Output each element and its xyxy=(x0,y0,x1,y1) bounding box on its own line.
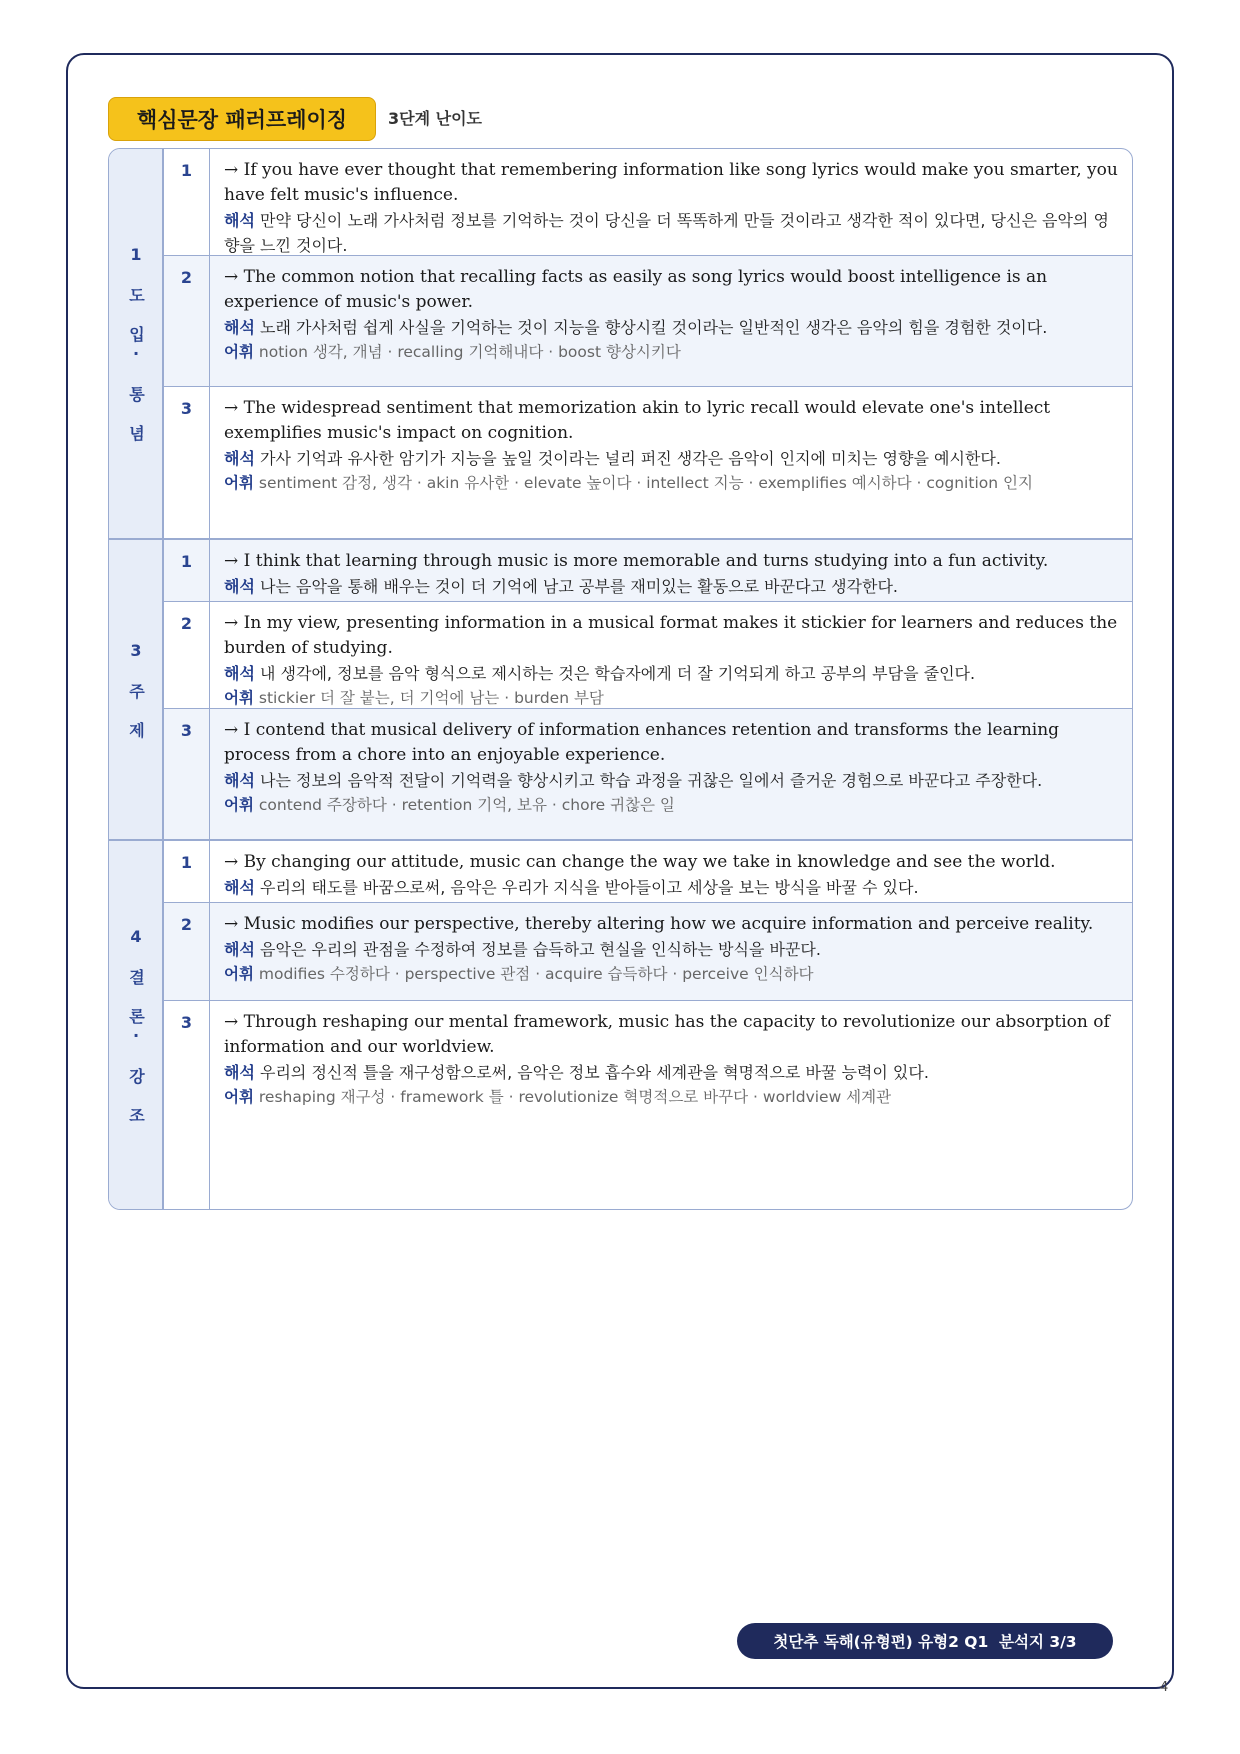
table-row xyxy=(164,903,1133,1001)
row-number: 2 xyxy=(164,256,210,386)
translation: 해석 가사 기억과 유사한 암기가 지능을 높일 것이라는 널리 퍼진 생각은 음악이 인지에 미치는 영향을 예시한다. xyxy=(224,449,1001,468)
row-number: 3 xyxy=(164,1001,210,1210)
row-number: 1 xyxy=(164,149,210,255)
row-number: 3 xyxy=(164,709,210,840)
table-row xyxy=(164,540,1133,602)
english-sentence: → By changing our attitude, music can change the way we take in knowledge and see the world. xyxy=(224,852,1056,872)
table-row xyxy=(164,709,1133,840)
translation: 해석 나는 음악을 통해 배우는 것이 더 기억에 남고 공부를 재미있는 활동으로 바꾼다고 생각한다. xyxy=(224,577,899,596)
section-title-badge: 핵심문장 패러프레이징 xyxy=(108,97,376,141)
vocabulary: 어휘 stickier 더 잘 붙는, 더 기억에 남는 · burden 부담 xyxy=(224,689,604,707)
row-number: 2 xyxy=(164,903,210,1000)
translation: 해석 만약 당신이 노래 가사처럼 정보를 기억하는 것이 당신을 더 똑똑하게 만들 것이라고 생각한 적이 있다면, 당신은 음악의 영향을 느낀 것이다. xyxy=(224,211,1109,255)
section-label: 3 주 제 xyxy=(109,540,164,840)
section-theme xyxy=(109,540,1133,840)
vocabulary: 어휘 notion 생각, 개념 · recalling 기억해내다 · boost 향상시키다 xyxy=(224,343,681,361)
english-sentence: → Music modifies our perspective, thereby altering how we acquire information and perceive reality. xyxy=(224,914,1094,934)
vocabulary: 어휘 contend 주장하다 · retention 기억, 보유 · chore 귀찮은 일 xyxy=(224,796,675,814)
row-number: 1 xyxy=(164,540,210,601)
section-intro xyxy=(109,149,1133,539)
page-number: 4 xyxy=(1160,1680,1169,1695)
english-sentence: → I contend that musical delivery of information enhances retention and transforms the learning process from a chore into an enjoyable experience. xyxy=(224,720,1060,765)
table-row xyxy=(164,841,1133,903)
english-sentence: → The common notion that recalling facts as easily as song lyrics would boost intelligence is an experience of music's power. xyxy=(224,267,1048,312)
paraphrase-table xyxy=(108,148,1133,1210)
table-row xyxy=(164,256,1133,387)
section-label: 4 결 론· 강 조 xyxy=(109,841,164,1210)
footer-badge: 첫단추 독해(유형편) 유형2 Q1 분석지 3/3 xyxy=(737,1623,1113,1659)
english-sentence: → In my view, presenting information in a musical format makes it stickier for learners and reduces the burden of studying. xyxy=(224,613,1118,658)
translation: 해석 음악은 우리의 관점을 수정하여 정보를 습득하고 현실을 인식하는 방식을 바꾼다. xyxy=(224,940,821,959)
difficulty-label: 3단계 난이도 xyxy=(388,109,482,128)
row-number: 1 xyxy=(164,841,210,902)
english-sentence: → Through reshaping our mental framework, music has the capacity to revolutionize our absorption of information and our worldview. xyxy=(224,1012,1110,1057)
table-row xyxy=(164,1001,1133,1210)
vocabulary: 어휘 reshaping 재구성 · framework 틀 · revolutionize 혁명적으로 바꾸다 · worldview 세계관 xyxy=(224,1088,892,1106)
translation: 해석 나는 정보의 음악적 전달이 기억력을 향상시키고 학습 과정을 귀찮은 일에서 즐거운 경험으로 바꾼다고 주장한다. xyxy=(224,771,1043,790)
table-row xyxy=(164,602,1133,709)
row-number: 3 xyxy=(164,387,210,539)
english-sentence: → I think that learning through music is more memorable and turns studying into a fun activity. xyxy=(224,551,1049,571)
english-sentence: → If you have ever thought that remembering information like song lyrics would make you smarter, you have felt music's influence. xyxy=(224,160,1118,205)
translation: 해석 우리의 태도를 바꿈으로써, 음악은 우리가 지식을 받아들이고 세상을 보는 방식을 바꿀 수 있다. xyxy=(224,878,919,897)
translation: 해석 노래 가사처럼 쉽게 사실을 기억하는 것이 지능을 향상시킬 것이라는 일반적인 생각은 음악의 힘을 경험한 것이다. xyxy=(224,318,1048,337)
translation: 해석 내 생각에, 정보를 음악 형식으로 제시하는 것은 학습자에게 더 잘 기억되게 하고 공부의 부담을 줄인다. xyxy=(224,664,976,683)
vocabulary: 어휘 sentiment 감정, 생각 · akin 유사한 · elevate 높이다 · intellect 지능 · exemplifies 예시하다 · cognition 인지 xyxy=(224,474,1033,492)
english-sentence: → The widespread sentiment that memorization akin to lyric recall would elevate one's intellect exemplifies music's impact on cognition. xyxy=(224,398,1051,443)
section-label: 1 도 입· 통 념 xyxy=(109,149,164,539)
table-row xyxy=(164,387,1133,539)
translation: 해석 우리의 정신적 틀을 재구성함으로써, 음악은 정보 흡수와 세계관을 혁명적으로 바꿀 능력이 있다. xyxy=(224,1063,929,1082)
row-number: 2 xyxy=(164,602,210,708)
vocabulary: 어휘 modifies 수정하다 · perspective 관점 · acquire 습득하다 · perceive 인식하다 xyxy=(224,965,814,983)
table-row xyxy=(164,149,1133,256)
section-conclusion xyxy=(109,841,1133,1210)
